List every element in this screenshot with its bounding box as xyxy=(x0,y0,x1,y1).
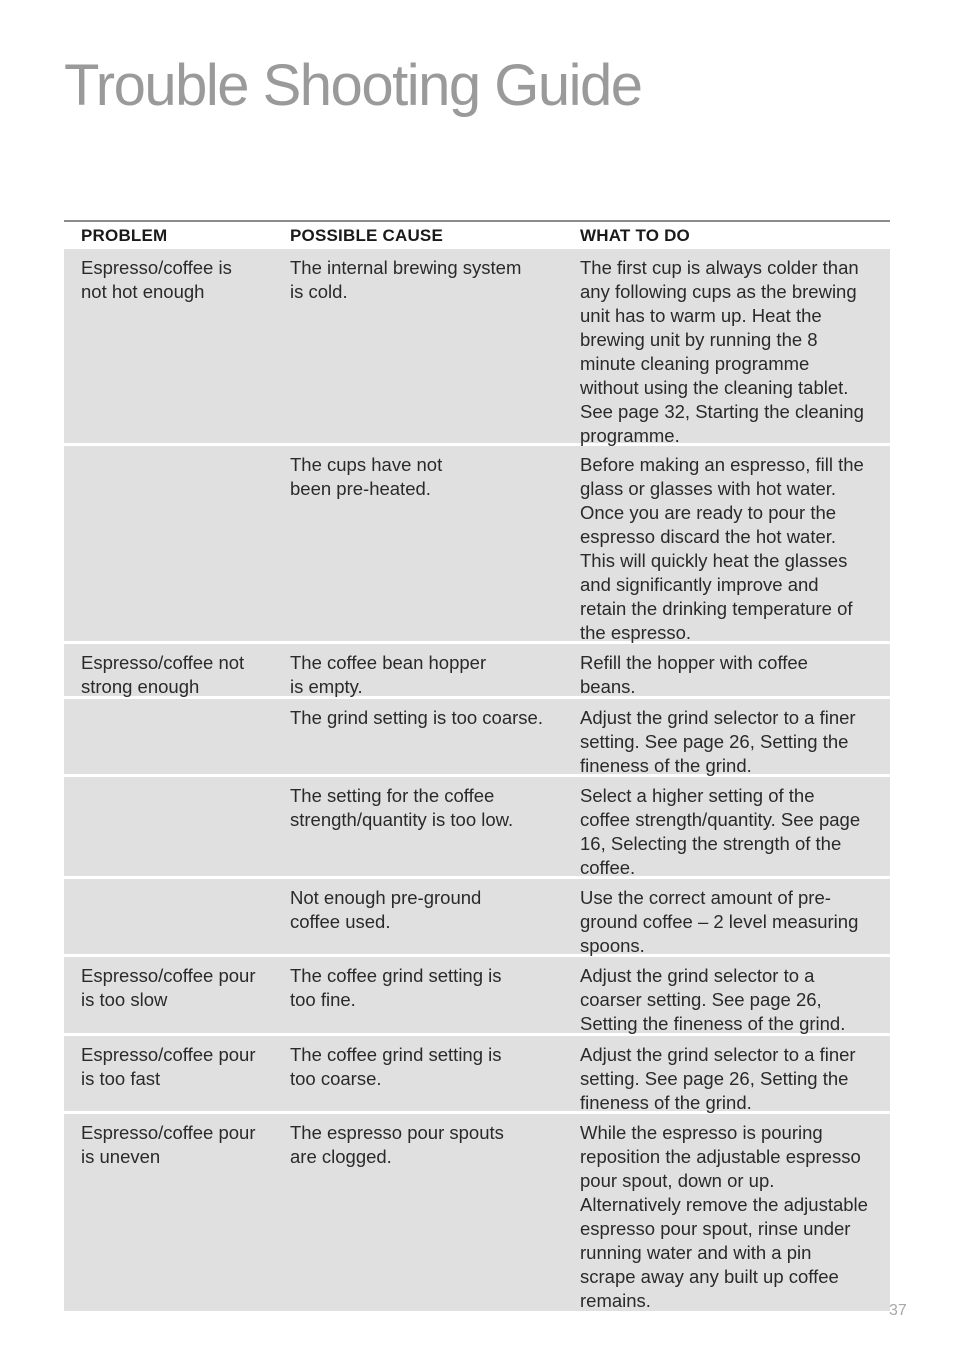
cause-cell: The grind setting is too coarse. xyxy=(290,707,543,728)
cause-cell: The coffee bean hopper is empty. xyxy=(290,652,487,697)
action-cell: Before making an espresso, fill the glass or glasses with hot water. Once you are ready to pour the espresso discard the hot water. This will quickly heat the glasses and significantly improve and retain the drinking temperature of the espresso. xyxy=(580,454,864,643)
cause-cell: The setting for the coffee strength/quantity is too low. xyxy=(290,785,514,830)
table-row xyxy=(64,249,890,446)
page-title: Trouble Shooting Guide xyxy=(64,53,642,118)
action-cell: Refill the hopper with coffee beans. xyxy=(580,652,808,697)
cause-cell: The coffee grind setting is too coarse. xyxy=(290,1044,502,1089)
table-row xyxy=(64,699,890,777)
table-row xyxy=(64,446,890,644)
cause-cell: The coffee grind setting is too fine. xyxy=(290,965,502,1010)
problem-cell xyxy=(64,446,290,641)
action-cell: Use the correct amount of pre- ground coffee – 2 level measuring spoons. xyxy=(580,887,859,956)
action-cell: Adjust the grind selector to a finer setting. See page 26, Setting the fineness of the grind. xyxy=(580,707,856,776)
problem-cell: Espresso/coffee pour is uneven xyxy=(81,1122,256,1167)
problem-cell xyxy=(64,699,290,774)
cause-cell: The internal brewing system is cold. xyxy=(290,257,522,302)
table-row xyxy=(64,644,890,699)
cause-cell: Not enough pre-ground coffee used. xyxy=(290,887,482,932)
header-possible-cause: POSSIBLE CAUSE xyxy=(290,226,443,245)
table-row xyxy=(64,1114,890,1311)
troubleshooting-table xyxy=(64,220,890,1311)
problem-cell xyxy=(64,879,290,954)
table-row xyxy=(64,1036,890,1114)
problem-cell: Espresso/coffee is not hot enough xyxy=(81,257,232,302)
problem-cell xyxy=(64,777,290,876)
header-what-to-do: WHAT TO DO xyxy=(580,226,690,245)
problem-cell: Espresso/coffee pour is too slow xyxy=(81,965,256,1010)
table-header-row xyxy=(64,222,890,249)
action-cell: While the espresso is pouring reposition the adjustable espresso pour spout, down or up. Alternatively remove the adjustable espresso pour spout, rinse under running water and with a pin scrape away any built up coffee remains. xyxy=(580,1122,868,1311)
problem-cell: Espresso/coffee pour is too fast xyxy=(81,1044,256,1089)
action-cell: The first cup is always colder than any following cups as the brewing unit has to warm up. Heat the brewing unit by running the 8 minute cleaning programme without using the cleaning tablet. See page 32, Starting the cleaning programme. xyxy=(580,257,864,446)
action-cell: Adjust the grind selector to a coarser setting. See page 26, Setting the fineness of the grind. xyxy=(580,965,846,1034)
cause-cell: The cups have not been pre-heated. xyxy=(290,454,443,499)
cause-cell: The espresso pour spouts are clogged. xyxy=(290,1122,504,1167)
problem-cell: Espresso/coffee not strong enough xyxy=(81,652,245,697)
action-cell: Select a higher setting of the coffee strength/quantity. See page 16, Selecting the strength of the coffee. xyxy=(580,785,861,878)
table-row xyxy=(64,777,890,879)
page-number: 37 xyxy=(889,1302,907,1319)
table-row xyxy=(64,879,890,957)
action-cell: Adjust the grind selector to a finer setting. See page 26, Setting the fineness of the grind. xyxy=(580,1044,856,1113)
table-row xyxy=(64,957,890,1036)
header-problem: PROBLEM xyxy=(81,226,168,245)
